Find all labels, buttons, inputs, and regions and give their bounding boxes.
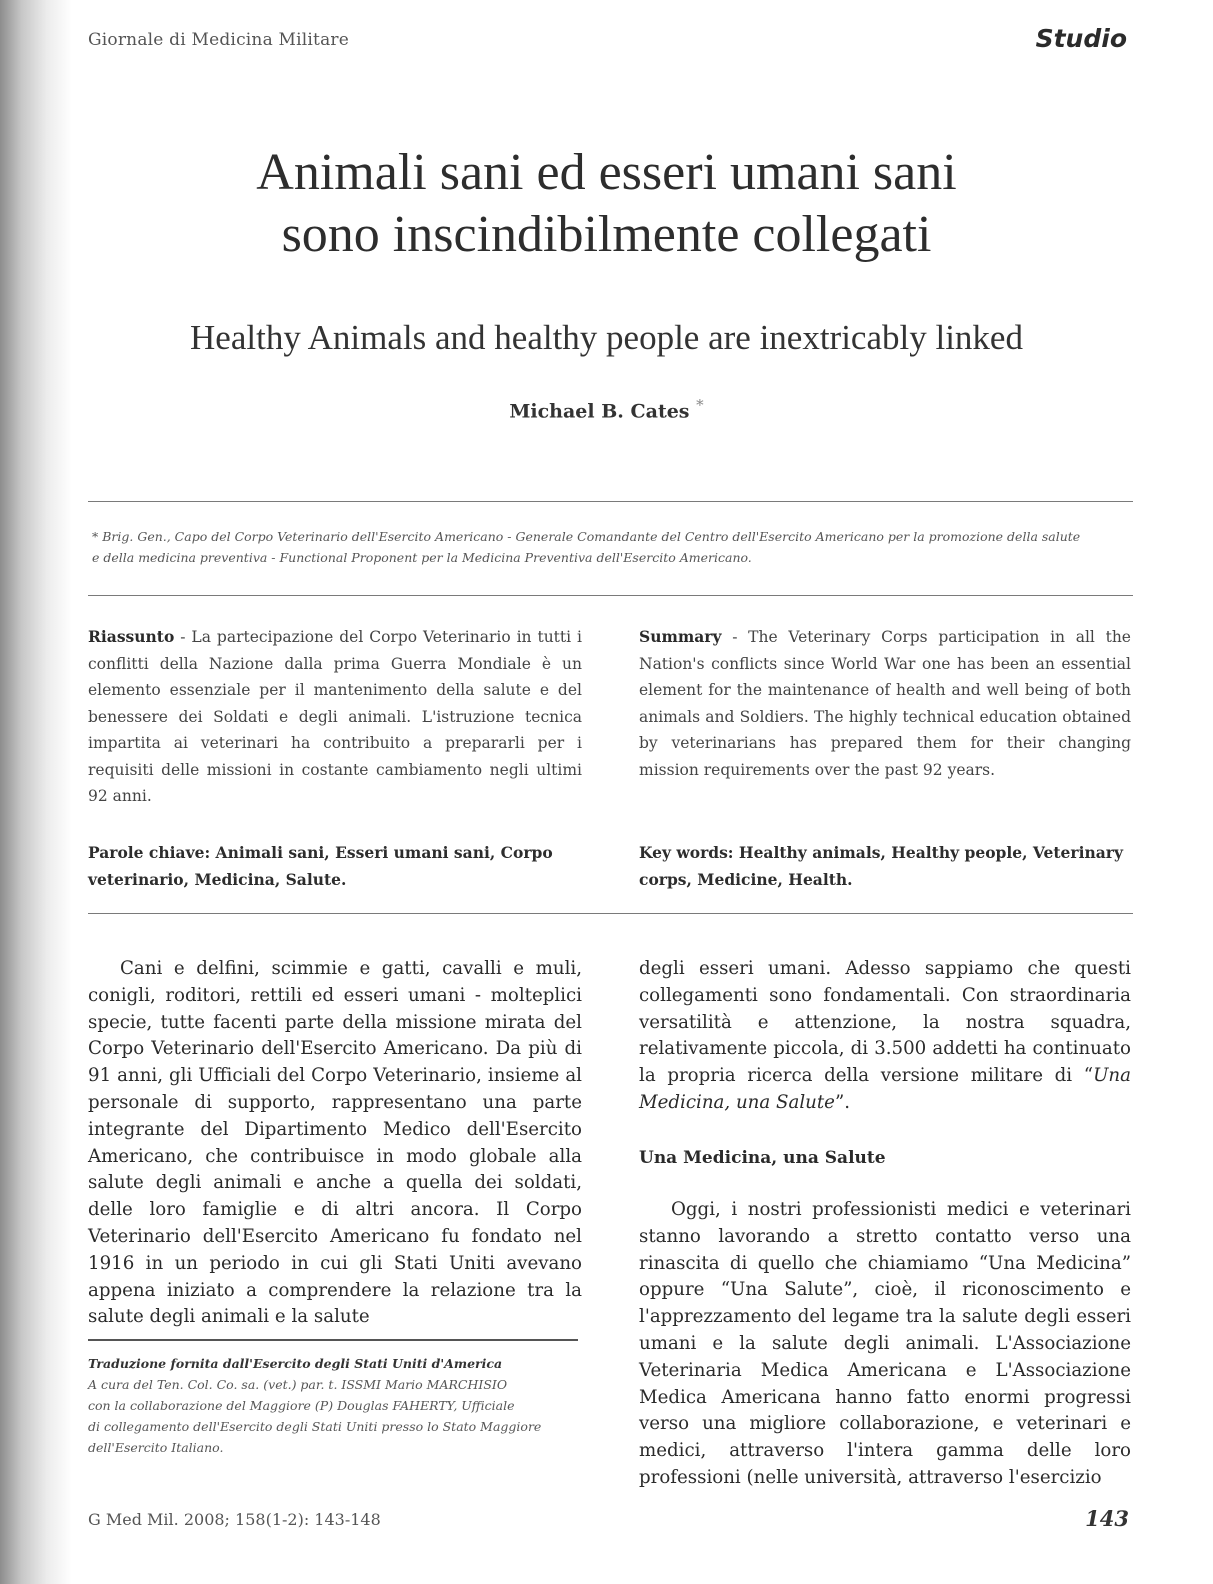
page-number: 143 (1085, 1506, 1129, 1531)
keywords-italian: Parole chiave: Animali sani, Esseri umani sani, Corpo veterinario, Medicina, Salute. (88, 843, 553, 889)
body-left-column (88, 956, 582, 1331)
journal-name: Giornale di Medicina Militare (88, 30, 349, 50)
body-paragraph-continued: degli esseri umani. Adesso sappiamo che questi collegamenti sono fondamentali. Con straordinaria versatilità e attenzione, la nostra squadra, relativamente piccola, di 3.500 addetti ha continuato la propria ricerca della versione militare di “Una Medicina, una Salute”. (639, 958, 1131, 1113)
author-affiliation (92, 526, 1122, 568)
credits-line-2: A cura del Ten. Col. Co. sa. (vet.) par. t. ISSMI Mario MARCHISIO (88, 1377, 508, 1392)
body-right-column-bottom (639, 1197, 1131, 1492)
credits-line-3: con la collaborazione del Maggiore (P) Douglas FAHERTY, Ufficiale (88, 1398, 515, 1413)
credits-line-4: di collegamento dell'Esercito degli Stati Uniti presso lo Stato Maggiore (88, 1419, 542, 1434)
author-footnote-mark: * (696, 396, 704, 414)
divider-abstract (88, 913, 1133, 914)
italic-phrase: Una Medicina, una Salute (639, 1065, 1131, 1113)
divider-credits (88, 1339, 578, 1341)
title-line-1: Animali sani ed esseri umani sani (256, 144, 957, 201)
abstract-en-label: Summary (639, 627, 722, 646)
body-right-column-top (639, 956, 1131, 1117)
author (0, 396, 1213, 422)
body-paragraph: Cani e delfini, scimmie e gatti, cavalli e muli, conigli, roditori, rettili ed esseri umani - molteplici specie, tutte facenti parte della missione mirata del Corpo Veterinario dell'Esercito Americano. Da più di 91 anni, gli Ufficiali del Corpo Veterinario, insieme al personale di supporto, rappresentano una parte integrante del Dipartimento Medico dell'Esercito Americano, che contribuisce in modo globale alla salute degli animali e anche a quella dei soldati, delle loro famiglie e di altri ancora. Il Corpo Veterinario dell'Esercito Americano fu fondato nel 1916 in un periodo in cui gli Stati Uniti avevano appena iniziato a comprendere la relazione tra la salute degli animali e la salute (88, 958, 582, 1328)
translation-credits (88, 1353, 588, 1458)
abstract-english (639, 624, 1131, 783)
divider-top (88, 501, 1133, 502)
section-heading: Una Medicina, una Salute (639, 1148, 886, 1168)
keywords-english: Key words: Healthy animals, Healthy people, Veterinary corps, Medicine, Health. (639, 843, 1123, 889)
abstract-it-text: - La partecipazione del Corpo Veterinario in tutti i conflitti della Nazione dalla prima Guerra Mondiale è un elemento essenziale per il mantenimento della salute e del benessere dei Soldati e degli animali. L'istruzione tecnica impartita ai veterinari ha contribuito a prepararli per i requisiti delle missioni in costante cambiamento negli ultimi 92 anni. (88, 628, 582, 805)
article-subtitle: Healthy Animals and healthy people are inextricably linked (190, 318, 1023, 357)
abstract-en-text: - The Veterinary Corps participation in all the Nation's conflicts since World War one has been an essential element for the maintenance of health and well being of both animals and Soldiers. The highly technical education obtained by veterinarians has prepared them for their changing mission requirements over the past 92 years. (639, 628, 1131, 779)
abstract-italian (88, 624, 582, 810)
section-label: Studio (1035, 24, 1127, 53)
affiliation-line-2: e della medicina preventiva - Functional Proponent per la Medicina Preventiva dell'Esercito Americano. (92, 550, 752, 565)
citation: G Med Mil. 2008; 158(1-2): 143-148 (88, 1510, 381, 1529)
affiliation-line-1: * Brig. Gen., Capo del Corpo Veterinario dell'Esercito Americano - Generale Comandante del Centro dell'Esercito Americano per la promozione della salute (92, 529, 1081, 544)
credits-line-1: Traduzione fornita dall'Esercito degli Stati Uniti d'America (88, 1356, 503, 1371)
author-name: Michael B. Cates (509, 400, 690, 423)
abstract-it-label: Riassunto (88, 627, 175, 646)
credits-line-5: dell'Esercito Italiano. (88, 1440, 224, 1455)
divider-affiliation (88, 595, 1133, 596)
article-title (0, 142, 1213, 266)
title-line-2: sono inscindibilmente collegati (281, 206, 932, 263)
body-paragraph: Oggi, i nostri professionisti medici e veterinari stanno lavorando a stretto contatto verso una rinascita di quello che chiamiamo “Una Medicina” oppure “Una Salute”, cioè, il riconoscimento e l'apprezzamento del legame tra la salute degli esseri umani e la salute degli animali. L'Associazione Veterinaria Medica Americana e L'Associazione Medica Americana hanno fatto enormi progressi verso una migliore collaborazione, e veterinari e medici, attraverso l'intera gamma delle loro professioni (nelle università, attraverso l'esercizio (639, 1199, 1131, 1488)
